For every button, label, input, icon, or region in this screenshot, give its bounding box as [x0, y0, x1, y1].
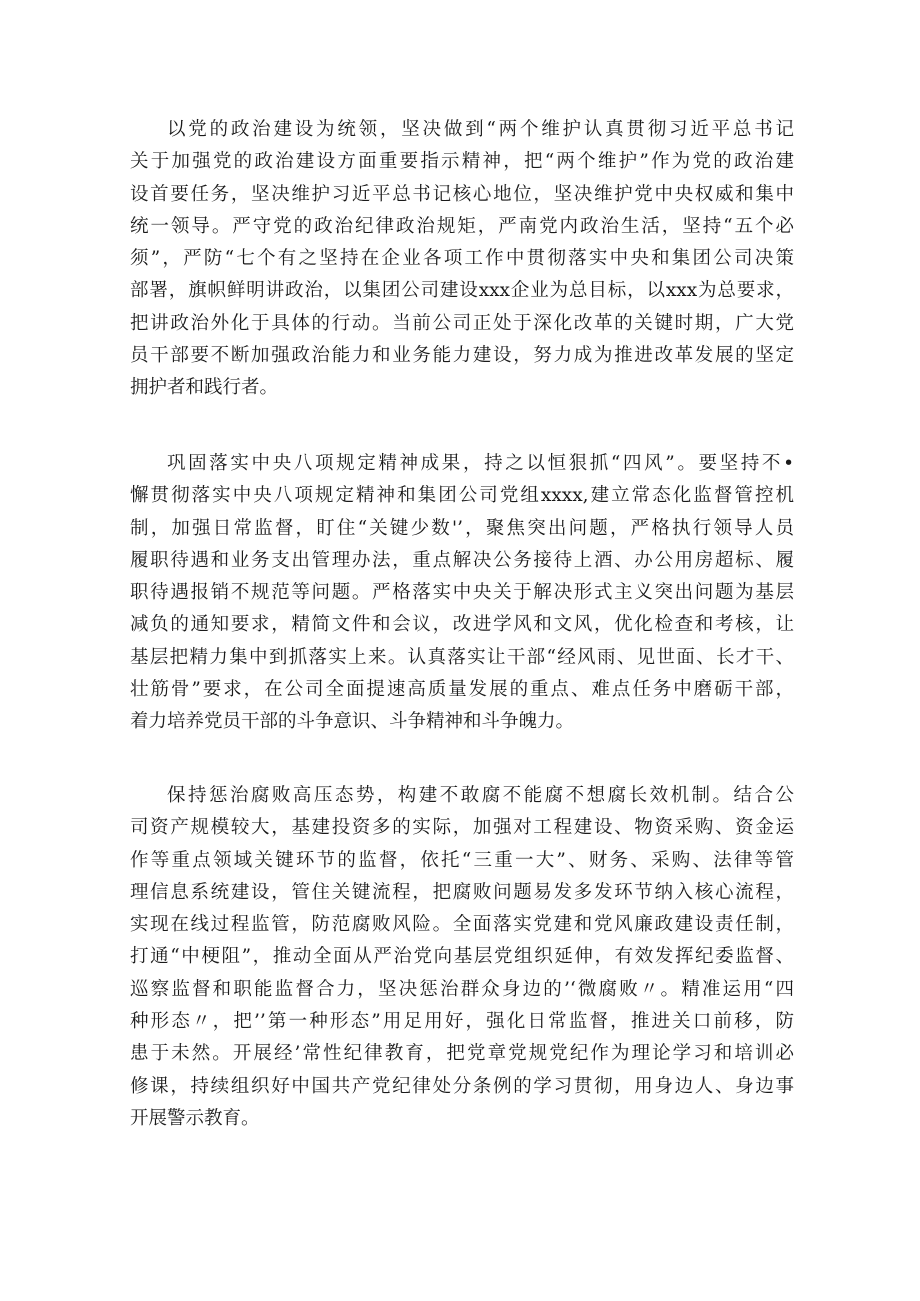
paragraph-anti-corruption — [130, 780, 794, 1135]
paragraph-line: 部署，旗帜鲜明讲政治，以集团公司建设xxx企业为总目标，以xxx为总要求， — [130, 280, 794, 302]
paragraph-line: 职待遇报销不规范等问题。严格落实中央关于解决形式主义突出问题为基层 — [130, 582, 794, 604]
paragraph-line: 基层把精力集中到抓落实上来。认真落实让干部“经风雨、见世面、长才干、 — [130, 646, 794, 668]
paragraph-line: 履职待遇和业务支出管理办法，重点解决公务接待上酒、办公用房超标、履 — [130, 549, 794, 571]
paragraph-line: 保持惩治腐败高压态势，构建不敢腐不能腐不想腐长效机制。结合公 — [167, 785, 794, 806]
paragraph-line: 设首要任务，坚决维护习近平总书记核心地位，坚决维护党中央权威和集中 — [130, 183, 794, 205]
paragraph-eight-regulations — [130, 448, 794, 739]
paragraph-line: 开展警示教育。 — [130, 1107, 260, 1129]
paragraph-line: 实现在线过程监管，防范腐败风险。全面落实党建和党风廉政建设责任制， — [130, 914, 794, 936]
paragraph-line: 司资产规模较大，基建投资多的实际，加强对工程建设、物资采购、资金运 — [130, 817, 794, 839]
paragraph-line: 患于未然。开展经’常性纪律教育，把党章党规党纪作为理论学习和培训必 — [130, 1043, 794, 1065]
paragraph-line: 巩固落实中央八项规定精神成果，持之以恒狠抓“四风”。要坚持不• — [167, 453, 794, 474]
paragraph-line: 壮筋骨”要求，在公司全面提速高质量发展的重点、难点任务中磨砺干部， — [130, 679, 794, 701]
paragraph-line: 把讲政治外化于具体的行动。当前公司正处于深化改革的关键时期，广大党 — [130, 312, 794, 334]
paragraph-line: 拥护者和践行者。 — [130, 377, 279, 399]
paragraph-line: 以党的政治建设为统领，坚决做到“两个维护认真贯彻习近平总书记 — [167, 119, 794, 140]
paragraph-line: 减负的通知要求，精简文件和会议，改进学风和文风，优化检查和考核，让 — [130, 614, 794, 636]
paragraph-line: 懈贯彻落实中央八项规定精神和集团公司党组xxxx,建立常态化监督管控机 — [130, 485, 794, 507]
paragraph-line: 须”，严防“七个有之坚持在企业各项工作中贯彻落实中央和集团公司决策 — [130, 248, 794, 270]
paragraph-line: 打通“中梗阻”，推动全面从严治党向基层党组织延伸，有效发挥纪委监督、 — [130, 946, 794, 968]
paragraph-line: 制，加强日常监督，盯住“关键少数'’，聚焦突出问题，严格执行领导人员 — [130, 517, 794, 539]
paragraph-political-construction — [130, 114, 794, 405]
paragraph-line: 统一领导。严守党的政治纪律政治规矩，严南党内政治生活，坚持“五个必 — [130, 215, 794, 237]
paragraph-line: 作等重点领域关键环节的监督，依托“三重一大”、财务、采购、法律等管 — [130, 849, 794, 871]
paragraph-line: 着力培养党员干部的斗争意识、斗争精神和斗争魄力。 — [130, 711, 575, 733]
paragraph-line: 关于加强党的政治建设方面重要指示精神，把“两个维护”作为党的政治建 — [130, 151, 794, 173]
paragraph-line: 理信息系统建设，管住关键流程，把腐败问题易发多发环节纳入核心流程， — [130, 881, 794, 903]
paragraph-line: 员干部要不断加强政治能力和业务能力建设，努力成为推进改革发展的坚定 — [130, 345, 794, 367]
paragraph-line: 巡察监督和职能监督合力，坚决惩治群众身边的’‘微腐败〃。精准运用“四 — [130, 978, 794, 1000]
paragraph-line: 种形态〃，把’’第一种形态”用足用好，强化日常监督，推进关口前移，防 — [130, 1011, 794, 1033]
paragraph-line: 修课，持续组织好中国共产党纪律处分条例的学习贯彻，用身边人、身边事 — [130, 1075, 794, 1097]
